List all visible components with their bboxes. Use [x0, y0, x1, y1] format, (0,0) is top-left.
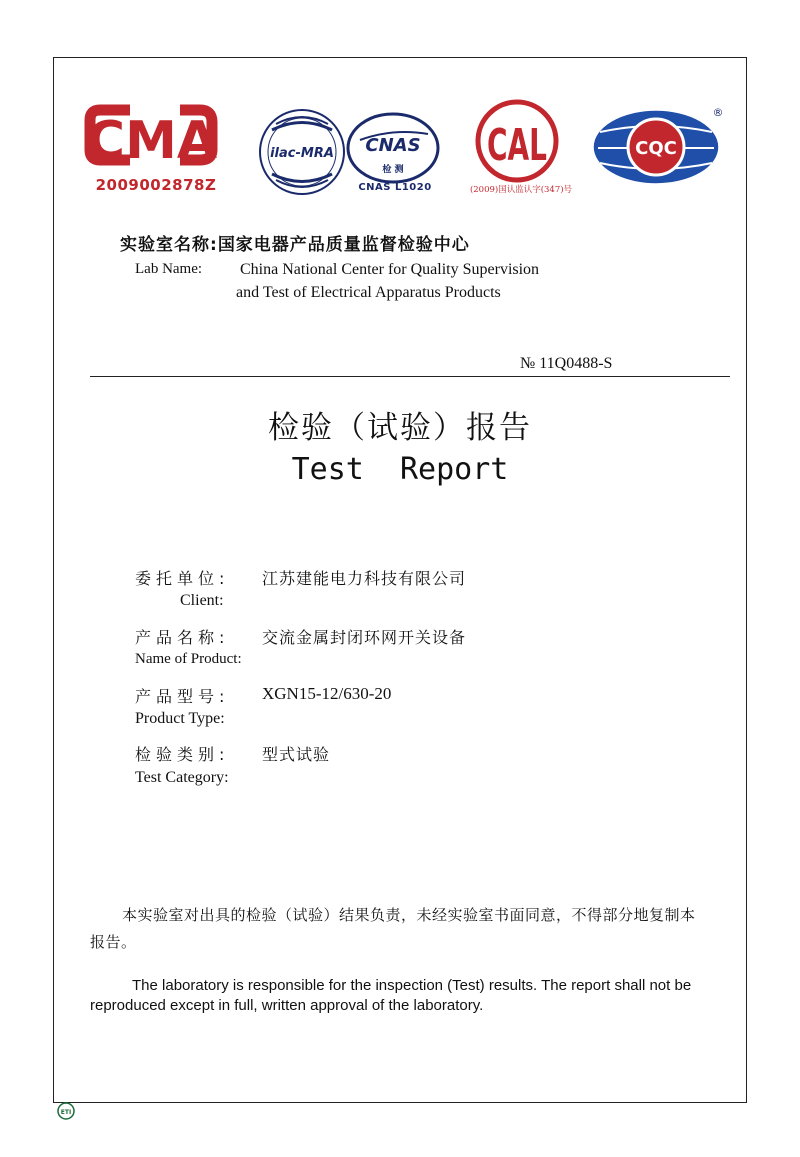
eti-seal-text: ETI — [60, 1109, 72, 1116]
ilac-logo-text: ilac-MRA — [270, 146, 334, 161]
product-name-label-en: Name of Product: — [135, 651, 242, 667]
cma-number: 2009002878Z — [95, 176, 217, 194]
lab-name-en-label: Lab Name: — [135, 261, 203, 277]
product-name-label-cn: 产品名称: — [135, 628, 230, 647]
lab-name-cn-label: 实验室名称: — [120, 235, 218, 255]
cma-logo-text: CMA — [86, 111, 218, 171]
test-category-label-en: Test Category: — [135, 769, 229, 786]
cqc-logo — [593, 106, 724, 184]
eti-seal-icon — [56, 1101, 76, 1121]
client-label-en: Client: — [180, 592, 224, 609]
cqc-logo-text: CQC — [635, 138, 677, 159]
product-type-label-cn: 产品型号: — [135, 687, 230, 706]
registered-mark: ® — [712, 106, 724, 119]
client-label-cn: 委托单位: — [135, 569, 230, 588]
test-category-label-cn: 检验类别: — [135, 745, 230, 764]
lab-name-cn-value: 国家电器产品质量监督检验中心 — [217, 235, 470, 255]
report-title-cn: 检验（试验）报告 — [268, 410, 532, 446]
cnas-logo-text: CNAS — [365, 135, 421, 156]
client-value: 江苏建能电力科技有限公司 — [262, 569, 467, 588]
ilac-mra-logo — [260, 110, 344, 194]
product-type-value: XGN15-12/630-20 — [262, 684, 392, 703]
test-category-value: 型式试验 — [262, 745, 331, 764]
cma-logo — [87, 110, 217, 171]
cnas-sub-text: 检 测 — [382, 165, 404, 175]
cnas-logo — [348, 114, 438, 182]
report-title-en: Test Report — [291, 452, 509, 487]
cal-approval-text: (2009)国认监认字(347)号 — [469, 185, 573, 195]
product-type-label-en: Product Type: — [135, 710, 225, 727]
lab-name-en-line1: China National Center for Quality Supervision — [240, 261, 540, 278]
report-number: № 11Q0488-S — [520, 355, 613, 372]
cnas-code: CNAS L1020 — [358, 182, 432, 193]
cal-logo — [478, 102, 556, 180]
lab-name-cn — [120, 230, 470, 255]
disclaimer-en: The laboratory is responsible for the inspection (Test) results. The report shall not be reproduced except in full, written approval of the laboratory. — [90, 977, 692, 1014]
product-name-value: 交流金属封闭环网开关设备 — [262, 628, 467, 647]
lab-name-en-line2: and Test of Electrical Apparatus Products — [236, 284, 501, 301]
disclaimer-cn: 本实验室对出具的检验（试验）结果负责，未经实验室书面同意，不得部分地复制本报告。 — [90, 906, 696, 951]
divider-line — [90, 376, 730, 377]
cal-logo-text: CAL — [487, 120, 547, 171]
